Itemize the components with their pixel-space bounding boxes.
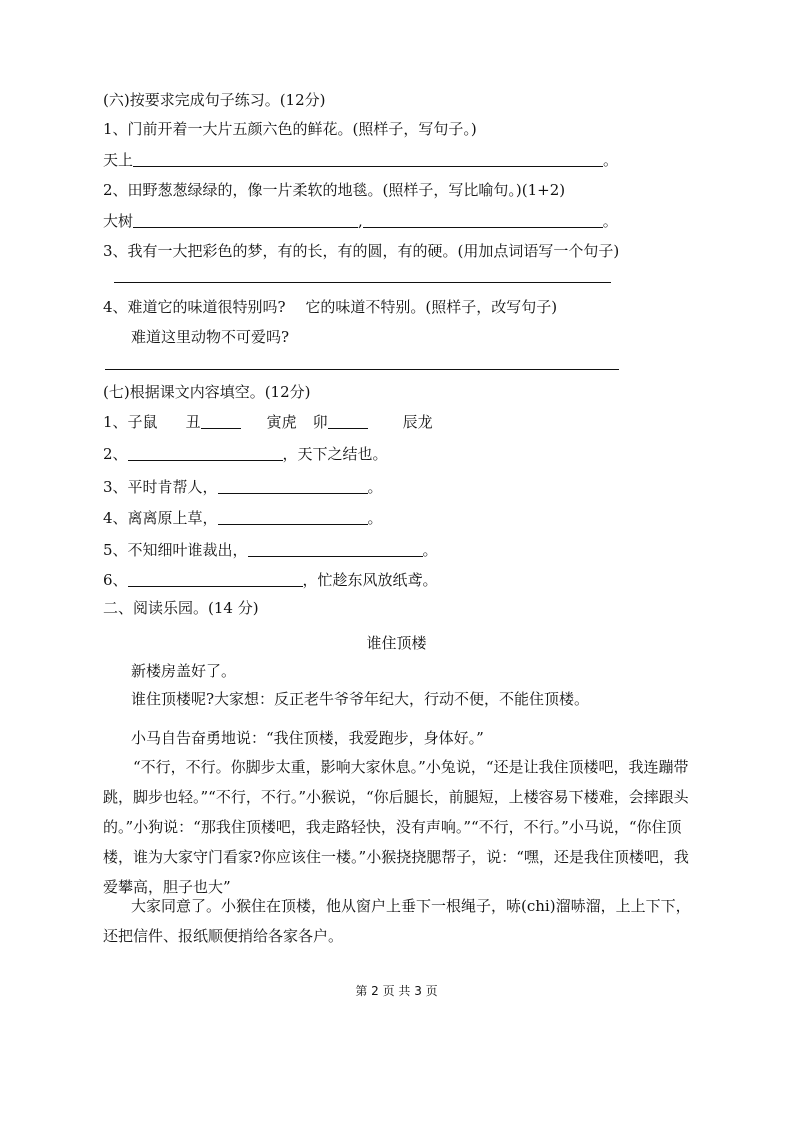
answer-blank[interactable] <box>128 444 283 461</box>
answer-blank-ox[interactable] <box>201 412 241 429</box>
passage-paragraph-4: “不行，不行。你脚步太重，影响大家休息。”小兔说，“还是让我住顶楼吧，我连蹦带跳，脚步也轻。”“不行，不行。”小猴说，“你后腿长，前腿短，上楼容易下楼难，会摔跟头的。”小狗说：“那我住顶楼吧，我走路轻快，没有声响。”“不行，不行。”小马说，“你住顶楼，谁为大家守门看家?你应该住一楼。”小猴挠挠腮帮子，说：“嘿，还是我住顶楼吧，我爱攀高，胆子也大” <box>103 758 689 896</box>
zodiac-rabbit: 卯 <box>312 413 328 431</box>
answer-line-6-2 <box>103 211 618 231</box>
answer-suffix: ，天下之结也。 <box>282 445 388 463</box>
answer-blank[interactable] <box>218 477 368 494</box>
zodiac-ox: 丑 <box>185 413 201 431</box>
answer-line-6-3[interactable] <box>114 282 611 283</box>
answer-suffix: ，忙趁东风放纸鸢。 <box>302 571 438 589</box>
question-6-3: 3、我有一大把彩色的梦，有的长，有的圆，有的硬。(用加点词语写一个句子) <box>103 242 620 260</box>
question-7-3 <box>103 477 383 497</box>
question-text: 4、离离原上草， <box>103 509 218 527</box>
answer-blank[interactable] <box>248 540 423 557</box>
question-7-2 <box>103 444 388 464</box>
answer-blank-1[interactable] <box>133 211 358 228</box>
question-6-2: 2、田野葱葱绿绿的，像一片柔软的地毯。(照样子，写比喻句。)(1+2) <box>103 181 566 199</box>
answer-suffix: 。 <box>422 541 438 559</box>
answer-blank-rabbit[interactable] <box>328 412 368 429</box>
part2-heading: 二、阅读乐园。(14 分) <box>103 599 259 617</box>
answer-suffix: 。 <box>367 478 383 496</box>
answer-blank[interactable] <box>128 570 303 587</box>
answer-blank[interactable] <box>218 508 368 525</box>
question-7-6 <box>103 570 438 590</box>
section7-heading: (七)根据课文内容填空。(12分) <box>103 383 311 401</box>
page-number: 第 2 页 共 3 页 <box>355 984 438 998</box>
question-6-4-sub: 难道这里动物不可爱吗? <box>131 328 290 346</box>
passage-paragraph-5: 大家同意了。小猴住在顶楼，他从窗户上垂下一根绳子，哧(chi)溜哧溜，上上下下，还把信件、报纸顺便捎给各家各户。 <box>103 897 691 945</box>
question-6-1: 1、门前开着一大片五颜六色的鲜花。(照样子，写句子。) <box>103 120 477 138</box>
answer-blank[interactable] <box>133 150 603 167</box>
zodiac-dragon: 辰龙 <box>402 413 433 431</box>
answer-prefix: 大树 <box>103 212 134 230</box>
question-6-4: 4、难道它的味道很特别吗? 它的味道不特别。(照样子，改写句子) <box>103 298 558 316</box>
zodiac-tiger: 寅虎 <box>266 413 297 431</box>
answer-suffix: 。 <box>367 509 383 527</box>
question-7-4 <box>103 508 383 528</box>
question-7-1 <box>103 412 433 432</box>
q-number: 2、 <box>103 445 128 463</box>
answer-comma: , <box>358 212 363 230</box>
answer-suffix: 。 <box>602 212 618 230</box>
passage-title: 谁住顶楼 <box>366 634 427 652</box>
section6-heading: (六)按要求完成句子练习。(12分) <box>103 91 326 109</box>
answer-line-6-4[interactable] <box>105 369 619 370</box>
question-text: 5、不知细叶谁裁出， <box>103 541 248 559</box>
q-number: 1、 <box>103 413 128 431</box>
question-7-5 <box>103 540 438 560</box>
answer-prefix: 天上 <box>103 151 134 169</box>
question-text: 3、平时肯帮人， <box>103 478 218 496</box>
passage-paragraph-2: 谁住顶楼呢?大家想：反正老牛爷爷年纪大，行动不便，不能住顶楼。 <box>131 690 590 708</box>
answer-suffix: 。 <box>603 151 619 169</box>
zodiac-rat: 子鼠 <box>127 413 158 431</box>
answer-blank-2[interactable] <box>363 211 603 228</box>
answer-line-6-1 <box>103 150 618 170</box>
passage-paragraph-1: 新楼房盖好了。 <box>131 662 237 680</box>
passage-paragraph-3: 小马自告奋勇地说：“我住顶楼，我爱跑步，身体好。” <box>131 729 484 747</box>
q-number: 6、 <box>103 571 128 589</box>
